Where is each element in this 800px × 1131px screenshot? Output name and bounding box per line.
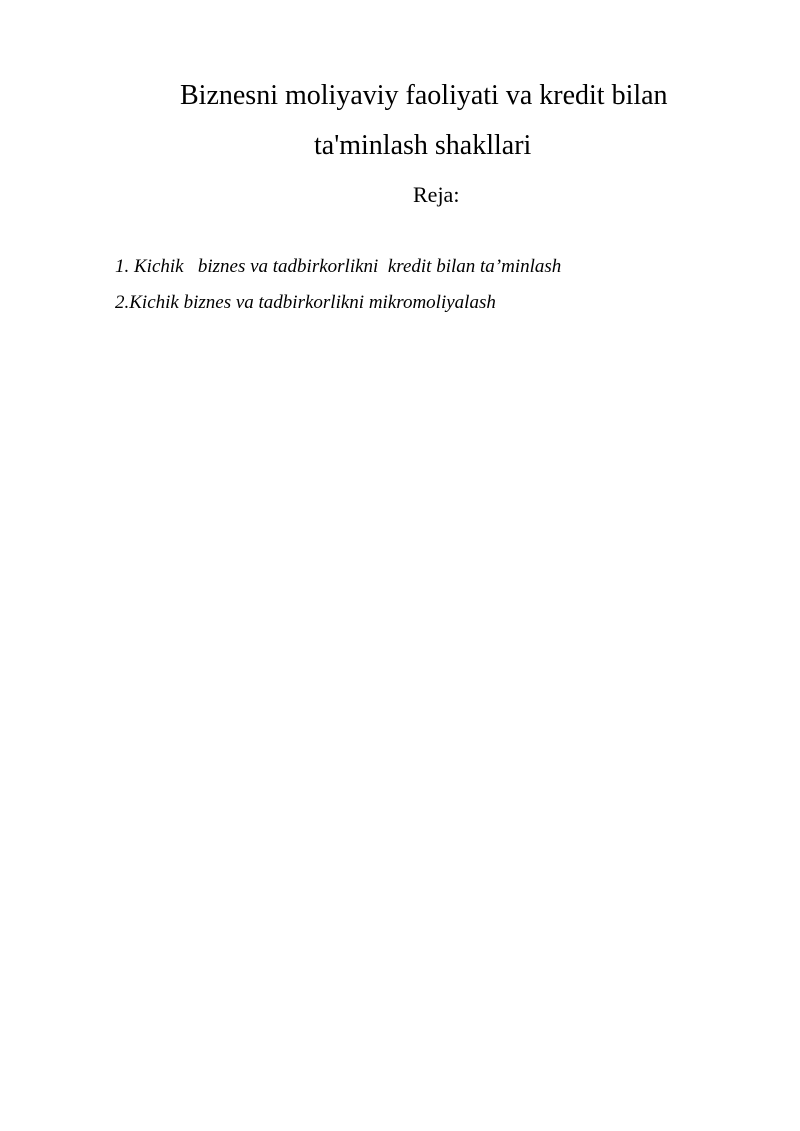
plan-item: 1. Kichik biznes va tadbirkorlikni kredit bilan ta’minlash (115, 256, 562, 277)
plan-item: 2.Kichik biznes va tadbirkorlikni mikromoliyalash (115, 292, 496, 313)
document-title-line-1: Biznesni moliyaviy faoliyati va kredit bilan (180, 80, 668, 111)
plan-heading: Reja: (413, 182, 460, 207)
document-title-line-2: ta'minlash shakllari (314, 130, 532, 161)
